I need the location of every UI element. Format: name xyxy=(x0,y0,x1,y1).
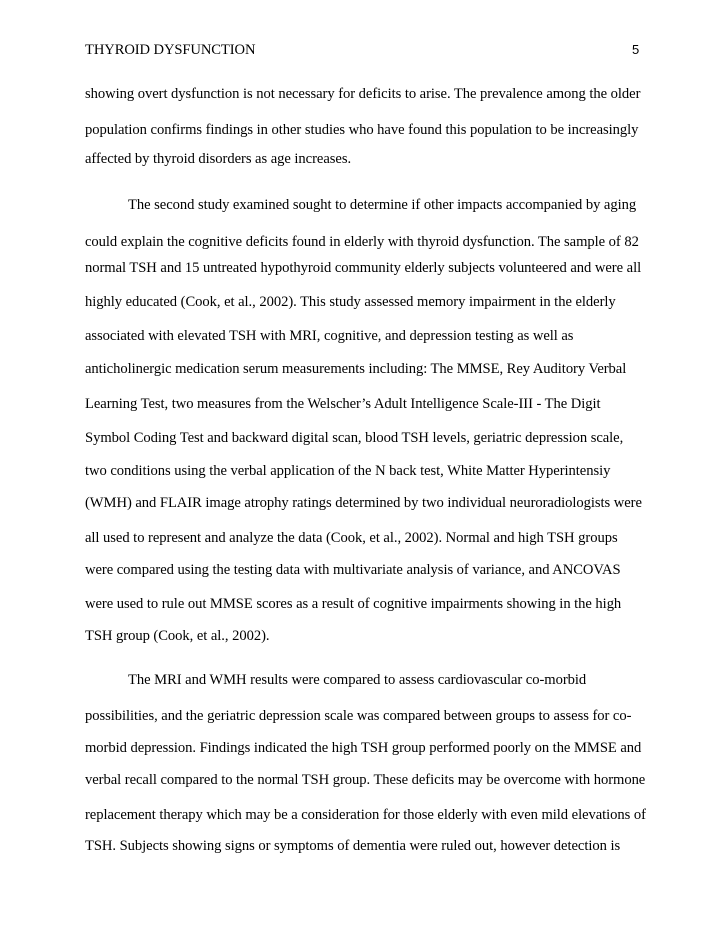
text-line: associated with elevated TSH with MRI, cognitive, and depression testing as well as xyxy=(85,328,574,344)
text-line: Symbol Coding Test and backward digital scan, blood TSH levels, geriatric depression scale, xyxy=(85,430,624,446)
text-line: could explain the cognitive deficits found in elderly with thyroid dysfunction. The sample of 82 xyxy=(85,234,639,250)
text-line: anticholinergic medication serum measurements including: The MMSE, Rey Auditory Verbal xyxy=(85,361,627,377)
text-line: morbid depression. Findings indicated the high TSH group performed poorly on the MMSE and xyxy=(85,740,642,756)
text-line: were used to rule out MMSE scores as a result of cognitive impairments showing in the high xyxy=(85,596,622,612)
text-line: two conditions using the verbal application of the N back test, White Matter Hyperintensiy xyxy=(85,463,611,479)
text-line: showing overt dysfunction is not necessary for deficits to arise. The prevalence among the older xyxy=(85,86,641,102)
text-line: possibilities, and the geriatric depression scale was compared between groups to assess for co- xyxy=(85,708,632,724)
paragraph-first-line: The MRI and WMH results were compared to assess cardiovascular co-morbid xyxy=(128,672,587,688)
text-line: Learning Test, two measures from the Welscher’s Adult Intelligence Scale-III - The Digit xyxy=(85,396,601,412)
text-line: verbal recall compared to the normal TSH group. These deficits may be overcome with hormone xyxy=(85,772,646,788)
text-line: (WMH) and FLAIR image atrophy ratings determined by two individual neuroradiologists were xyxy=(85,495,642,511)
text-line: population confirms findings in other studies who have found this population to be increasingly xyxy=(85,122,639,138)
text-line: TSH group (Cook, et al., 2002). xyxy=(85,628,270,644)
text-line: were compared using the testing data with multivariate analysis of variance, and ANCOVAS xyxy=(85,562,621,578)
page-number: 5 xyxy=(632,42,640,57)
text-line: TSH. Subjects showing signs or symptoms of dementia were ruled out, however detection is xyxy=(85,838,621,854)
text-line: all used to represent and analyze the data (Cook, et al., 2002). Normal and high TSH groups xyxy=(85,530,618,546)
text-line: replacement therapy which may be a consideration for those elderly with even mild elevations of xyxy=(85,807,646,823)
text-line: affected by thyroid disorders as age increases. xyxy=(85,151,352,167)
text-line: highly educated (Cook, et al., 2002). This study assessed memory impairment in the elderly xyxy=(85,294,616,310)
text-line: normal TSH and 15 untreated hypothyroid community elderly subjects volunteered and were all xyxy=(85,260,642,276)
paragraph-first-line: The second study examined sought to determine if other impacts accompanied by aging xyxy=(128,197,637,213)
running-head: THYROID DYSFUNCTION xyxy=(85,42,256,58)
